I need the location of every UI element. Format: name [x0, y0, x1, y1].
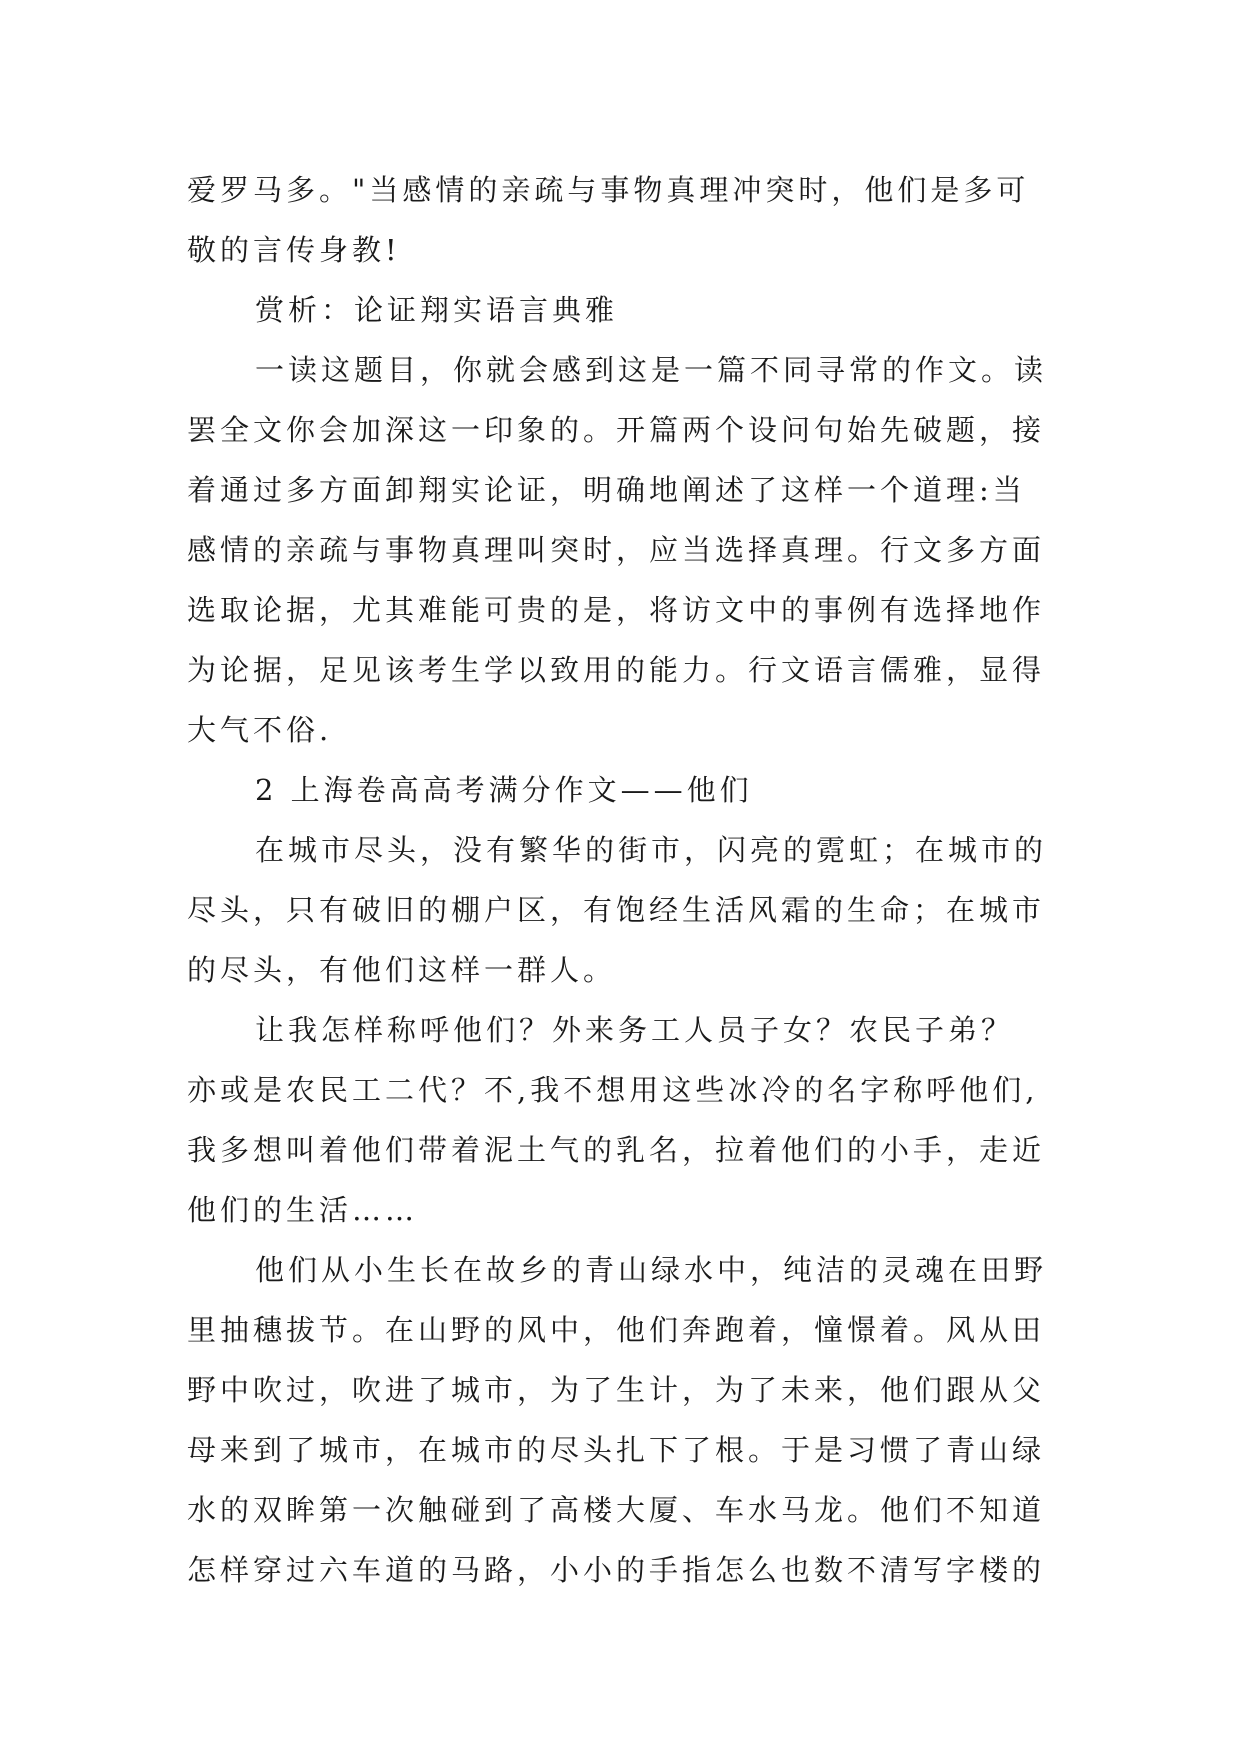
text-line: 他们从小生长在故乡的青山绿水中，纯洁的灵魂在田野: [255, 1253, 1048, 1287]
text-line: 怎样穿过六车道的马路，小小的手指怎么也数不清写字楼的: [187, 1553, 1046, 1587]
text-line: 2 上海卷高高考满分作文——他们: [255, 773, 753, 807]
text-line: 敬的言传身教!: [187, 233, 401, 267]
text-line: 我多想叫着他们带着泥土气的乳名，拉着他们的小手，走近: [187, 1133, 1046, 1167]
text-line: 大气不俗.: [187, 713, 333, 747]
document-body: [187, 160, 1053, 1600]
text-line: 爱罗马多。"当感情的亲疏与事物真理冲突时，他们是多可: [187, 173, 1030, 207]
text-line: 着通过多方面卸翔实论证，明确地阐述了这样一个道理:当: [187, 473, 1026, 507]
text-line: 一读这题目，你就会感到这是一篇不同寻常的作文。读: [255, 353, 1048, 387]
text-line: 选取论据，尤其难能可贵的是，将访文中的事例有选择地作: [187, 593, 1046, 627]
text-line: 野中吹过，吹进了城市，为了生计，为了未来，他们跟从父: [187, 1373, 1046, 1407]
text-line: 他们的生活……: [187, 1193, 419, 1227]
text-line: 亦或是农民工二代？不,我不想用这些冰冷的名字称呼他们,: [187, 1073, 1039, 1107]
text-line: 水的双眸第一次触碰到了高楼大厦、车水马龙。他们不知道: [187, 1493, 1046, 1527]
text-line: 让我怎样称呼他们？外来务工人员子女？农民子弟？: [255, 1013, 1015, 1047]
text-line: 感情的亲疏与事物真理叫突时，应当选择真理。行文多方面: [187, 533, 1046, 567]
text-line: 里抽穗拔节。在山野的风中，他们奔跑着，憧憬着。风从田: [187, 1313, 1046, 1347]
text-line: 罢全文你会加深这一印象的。开篇两个设问句始先破题，接: [187, 413, 1046, 447]
text-line: 母来到了城市，在城市的尽头扎下了根。于是习惯了青山绿: [187, 1433, 1046, 1467]
text-line: 为论据，足见该考生学以致用的能力。行文语言儒雅，显得: [187, 653, 1046, 687]
text-line: 的尽头，有他们这样一群人。: [187, 953, 617, 987]
text-line: 尽头，只有破旧的棚户区，有饱经生活风霜的生命；在城市: [187, 893, 1046, 927]
text-line: 在城市尽头，没有繁华的街市，闪亮的霓虹；在城市的: [255, 833, 1048, 867]
text-line: 赏析：论证翔实语言典雅: [255, 293, 619, 327]
